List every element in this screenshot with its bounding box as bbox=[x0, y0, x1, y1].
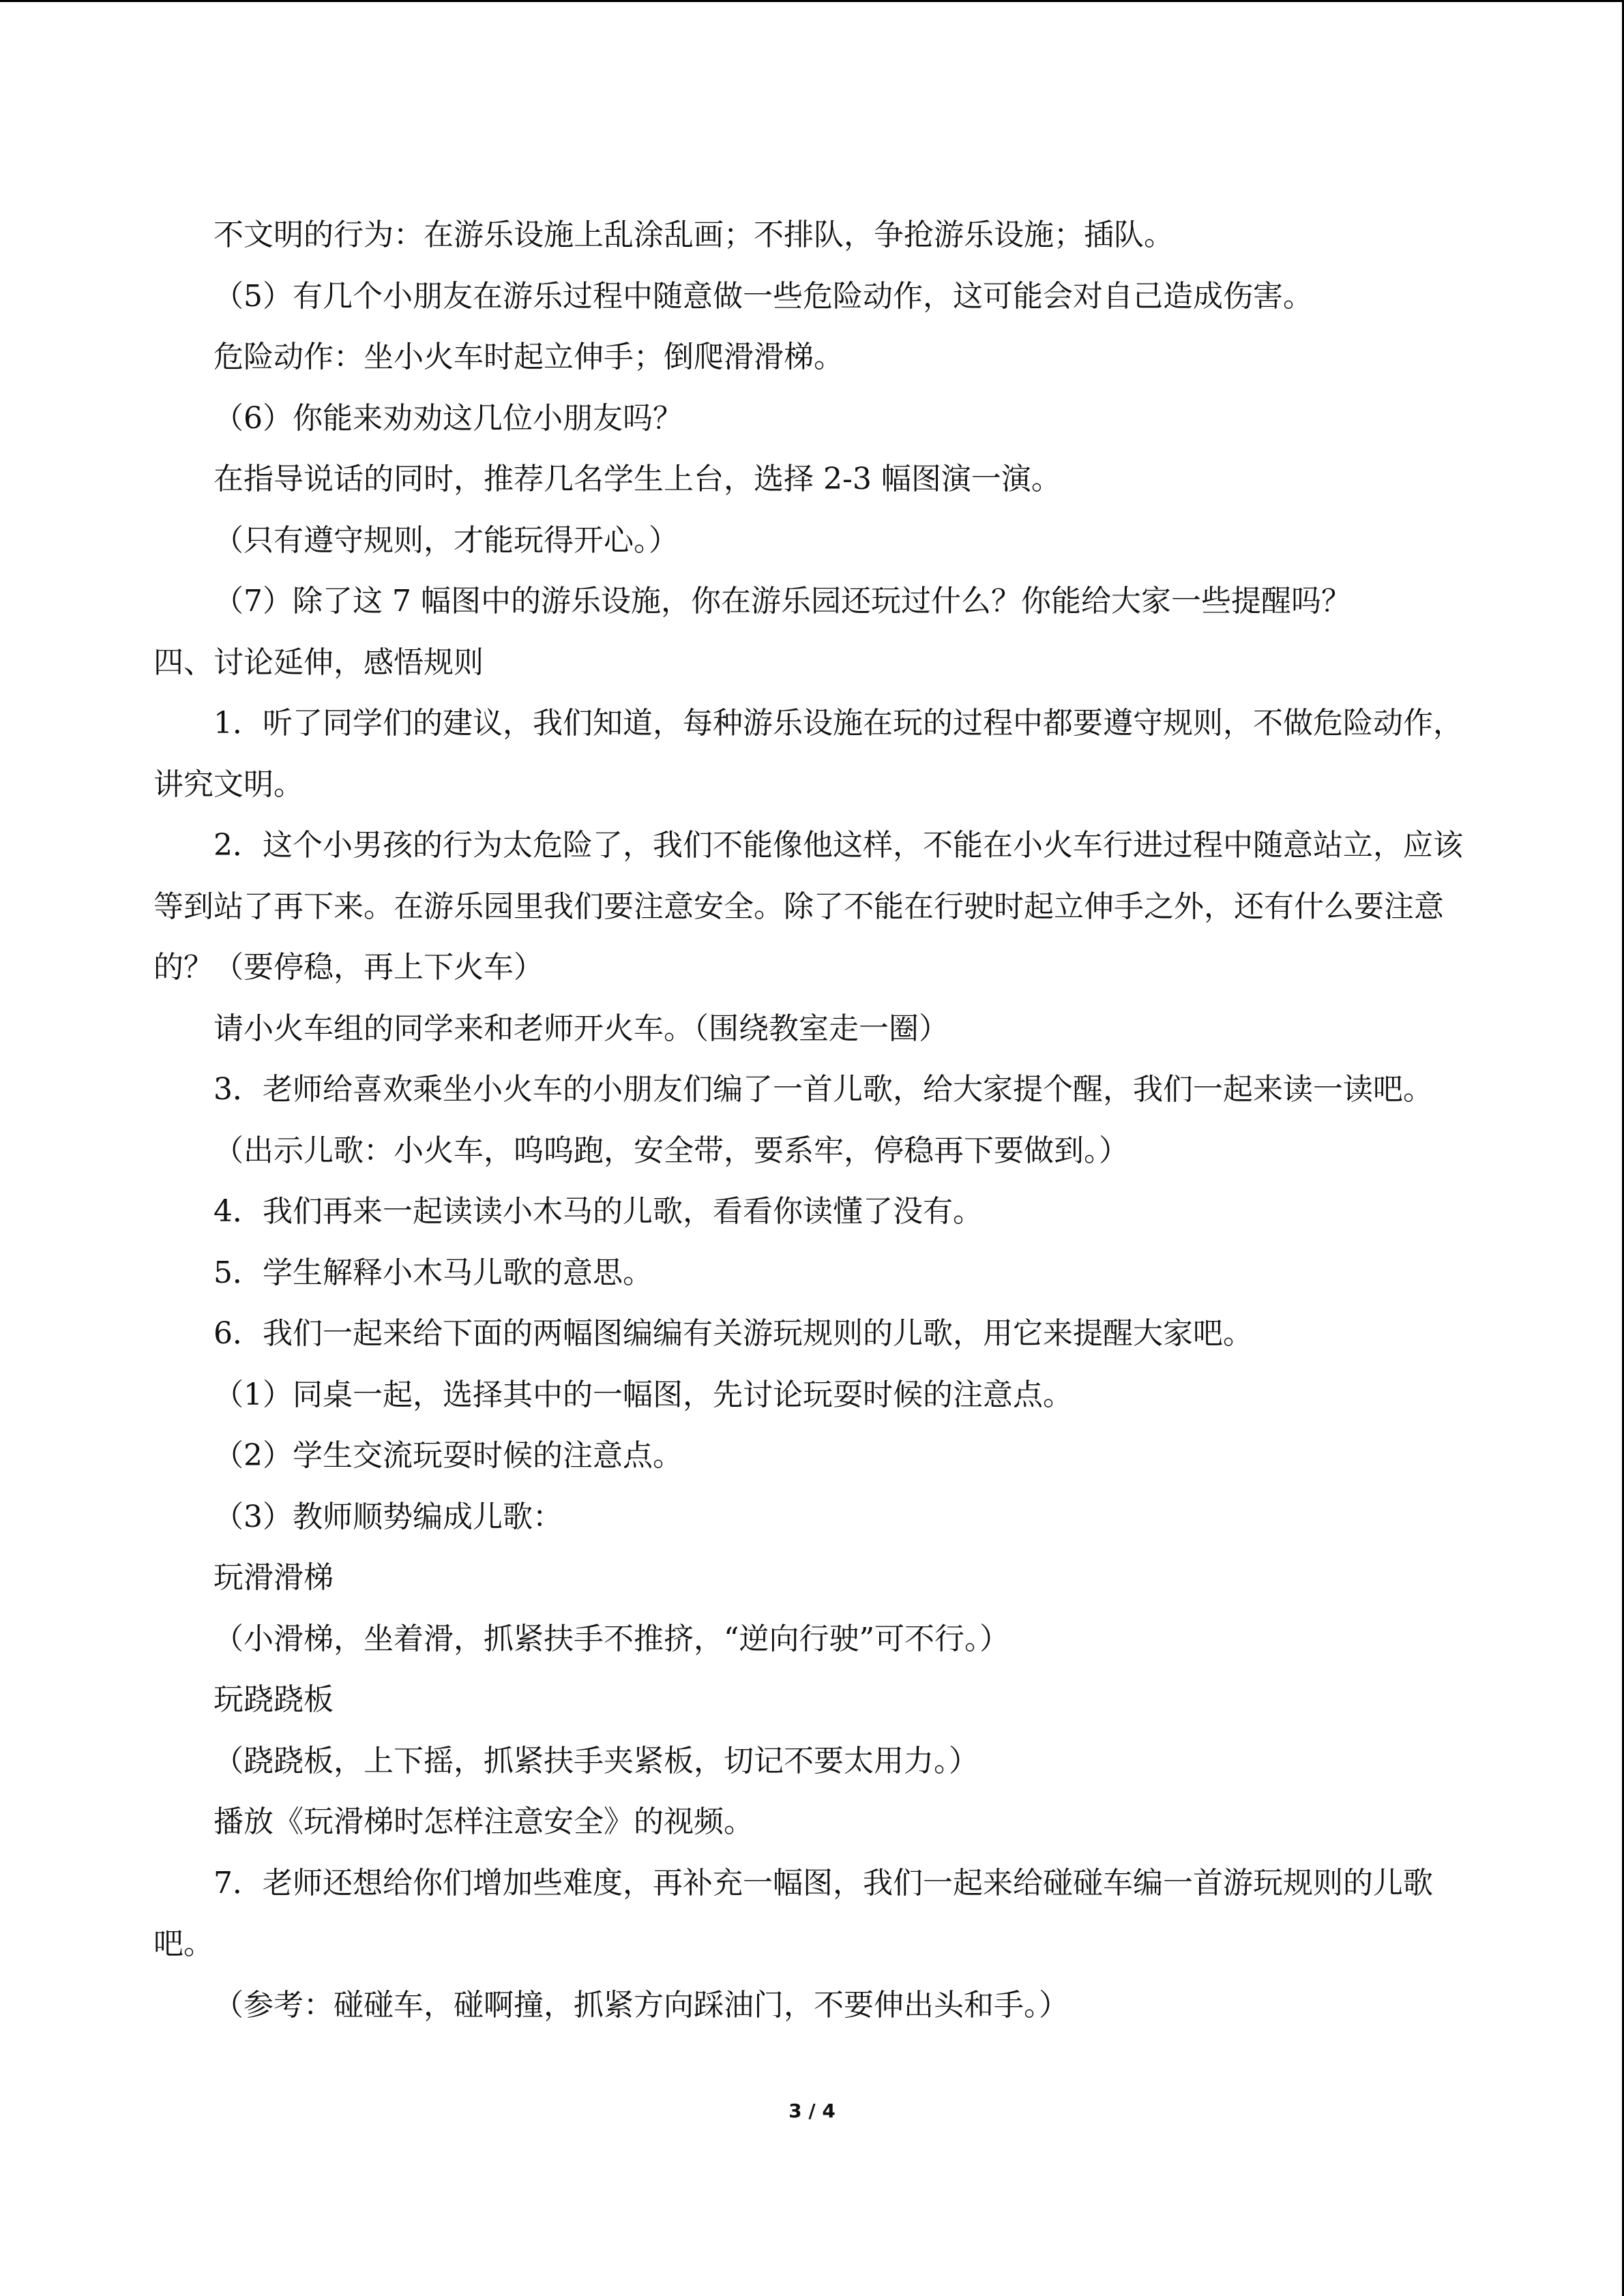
paragraph-point-7: 7．老师还想给你们增加些难度，再补充一幅图，我们一起来给碰碰车编一首游玩规则的儿歌吧。 bbox=[153, 1865, 1433, 1961]
page-number: 3 / 4 bbox=[788, 2100, 836, 2122]
paragraph-point-2: 2．这个小男孩的行为太危险了，我们不能像他这样，不能在小火车行进过程中随意站立，应该等到站了再下来。在游乐园里我们要注意安全。除了不能在行驶时起立伸手之外，还有什么要注意的？（要停稳，再上下火车） bbox=[153, 828, 1463, 985]
paragraph-bumper-car-song: （参考：碰碰车，碰啊撞，抓紧方向踩油门，不要伸出头和手。） bbox=[213, 1987, 1069, 2023]
paragraph-play-video: 播放《玩滑梯时怎样注意安全》的视频。 bbox=[213, 1804, 754, 1839]
paragraph-sub-2: （2）学生交流玩耍时候的注意点。 bbox=[213, 1438, 683, 1473]
paragraph-item-6: （6）你能来劝劝这几位小朋友吗？ bbox=[213, 400, 683, 436]
paragraph-uncivil-behavior: 不文明的行为：在游乐设施上乱涂乱画；不排队，争抢游乐设施；插队。 bbox=[213, 218, 1174, 252]
paragraph-point-6: 6．我们一起来给下面的两幅图编编有关游玩规则的儿歌，用它来提醒大家吧。 bbox=[213, 1316, 1253, 1351]
paragraph-train-activity: 请小火车组的同学来和老师开火车。（围绕教室走一圈） bbox=[213, 1011, 949, 1046]
song-lyrics-seesaw: （跷跷板，上下摇，抓紧扶手夹紧板，切记不要太用力。） bbox=[213, 1743, 979, 1778]
paragraph-dangerous-actions: 危险动作：坐小火车时起立伸手；倒爬滑滑梯。 bbox=[213, 340, 844, 374]
document-body bbox=[153, 205, 1483, 2036]
song-title-seesaw: 玩跷跷板 bbox=[213, 1682, 334, 1717]
paragraph-item-5: （5）有几个小朋友在游乐过程中随意做一些危险动作，这可能会对自己造成伤害。 bbox=[213, 278, 1313, 314]
paragraph-role-play: 在指导说话的同时，推荐几名学生上台，选择 2-3 幅图演一演。 bbox=[213, 462, 1061, 496]
paragraph-sub-3: （3）教师顺势编成儿歌： bbox=[213, 1499, 563, 1534]
paragraph-point-3: 3．老师给喜欢乘坐小火车的小朋友们编了一首儿歌，给大家提个醒，我们一起来读一读吧。 bbox=[213, 1072, 1433, 1107]
paragraph-sub-1: （1）同桌一起，选择其中的一幅图，先讨论玩耍时候的注意点。 bbox=[213, 1377, 1073, 1412]
paragraph-point-4: 4．我们再来一起读读小木马的儿歌，看看你读懂了没有。 bbox=[213, 1194, 983, 1229]
song-title-slide: 玩滑滑梯 bbox=[213, 1560, 334, 1595]
paragraph-rules-fun: （只有遵守规则，才能玩得开心。） bbox=[213, 522, 679, 558]
song-lyrics-slide: （小滑梯，坐着滑，抓紧扶手不推挤，“逆向行驶”可不行。） bbox=[213, 1621, 1009, 1656]
paragraph-point-1: 1．听了同学们的建议，我们知道，每种游乐设施在玩的过程中都要遵守规则，不做危险动作，讲究文明。 bbox=[153, 706, 1463, 802]
paragraph-point-5: 5．学生解释小木马儿歌的意思。 bbox=[213, 1255, 653, 1290]
paragraph-item-7: （7）除了这 7 幅图中的游乐设施，你在游乐园还玩过什么？你能给大家一些提醒吗？ bbox=[213, 584, 1351, 618]
paragraph-train-song: （出示儿歌：小火车，呜呜跑，安全带，要系牢，停稳再下要做到。） bbox=[213, 1133, 1129, 1168]
section-heading-4: 四、讨论延伸，感悟规则 bbox=[153, 644, 484, 680]
